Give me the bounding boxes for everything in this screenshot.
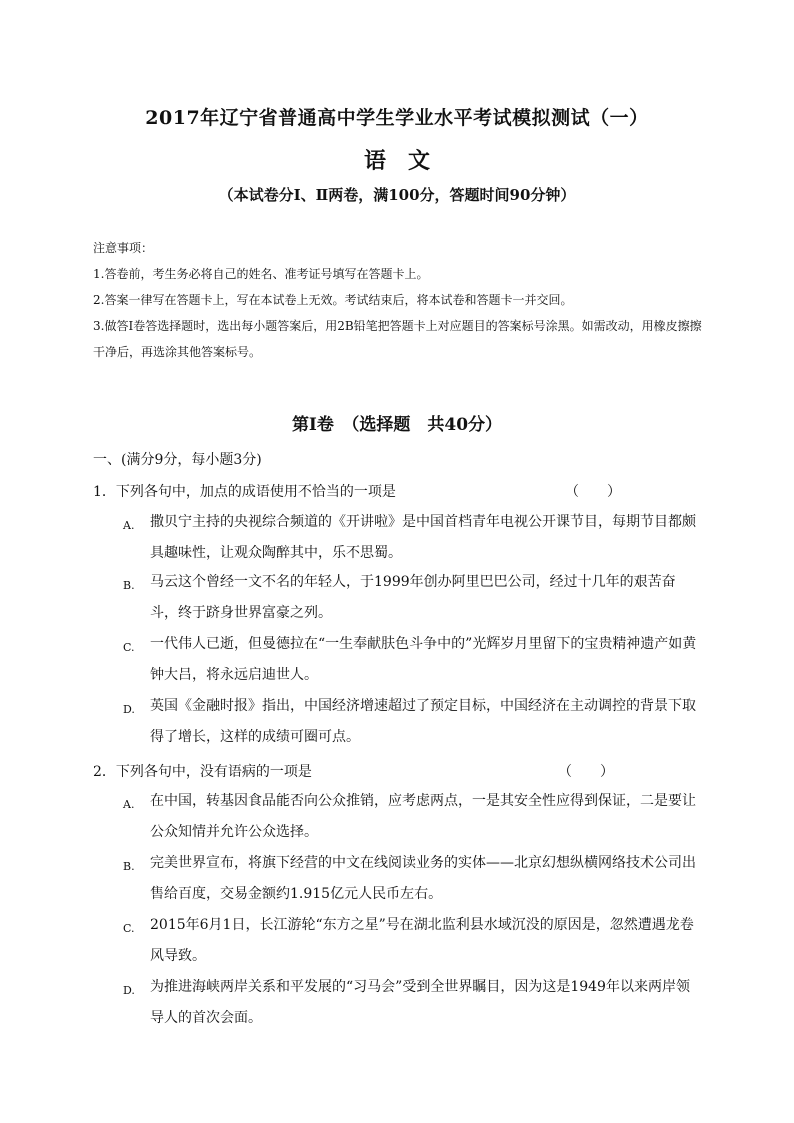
- option-letter: A.: [123, 519, 135, 532]
- option-text: 为推进海峡两岸关系和平发展的“习马会”受到全世界瞩目，因为这是1949年以来两岸领导人的首次会面。: [150, 979, 690, 1026]
- subject-title: 语文: [363, 148, 452, 174]
- option-text: 马云这个曾经一文不名的年轻人，于1999年创办阿里巴巴公司，经过十几年的艰苦奋斗，终于跻身世界富豪之列。: [150, 574, 676, 621]
- option-letter: B.: [123, 579, 135, 592]
- exam-info: （本试卷分Ⅰ、Ⅱ两卷，满100分，答题时间90分钟）: [218, 186, 576, 204]
- option-text: 在中国，转基因食品能否向公众推销，应考虑两点，一是其安全性应得到保证，二是要让公众知情并允许公众选择。: [150, 793, 696, 840]
- option-text: 英国《金融时报》指出，中国经济增速超过了预定目标，中国经济在主动调控的背景下取得了增长，这样的成绩可圈可点。: [150, 698, 696, 745]
- question-1-stem: 1．下列各句中，加点的成语使用不恰当的一项是: [93, 484, 396, 500]
- option-letter: B.: [123, 860, 135, 873]
- option-letter: D.: [123, 984, 135, 997]
- option-letter: C.: [123, 922, 135, 935]
- question-1-option-b: [123, 567, 703, 629]
- notes-title: 注意事项：: [93, 241, 154, 255]
- note-item: 2.答案一律写在答题卡上，写在本试卷上无效。考试结束后，将本试卷和答题卡一并交回。: [93, 293, 573, 307]
- question-1-option-d: [123, 691, 703, 753]
- question-2-option-b: [123, 848, 703, 910]
- question-1-option-c: [123, 629, 703, 691]
- option-letter: D.: [123, 703, 135, 716]
- option-text: 一代伟人已逝，但曼德拉在“一生奉献肤色斗争中的”光辉岁月里留下的宝贵精神遗产如黄钟大吕，将永远启迪世人。: [150, 636, 697, 683]
- option-text: 2015年6月1日，长江游轮“东方之星”号在湖北监利县水域沉没的原因是，忽然遭遇龙卷风导致。: [150, 917, 694, 964]
- question-2-option-a: [123, 786, 703, 848]
- question-2-option-c: [123, 910, 703, 972]
- exam-title: 2017年辽宁省普通高中学生学业水平考试模拟测试（一）: [145, 107, 649, 129]
- question-1-answer-bracket: （ ）: [565, 484, 621, 500]
- option-letter: C.: [123, 641, 135, 654]
- question-2-stem: 2．下列各句中，没有语病的一项是: [93, 764, 312, 780]
- section-title: 第Ⅰ卷 （选择题 共40分）: [291, 415, 503, 435]
- note-item: 1.答卷前，考生务必将自己的姓名、准考证号填写在答题卡上。: [93, 267, 429, 281]
- option-text: 完美世界宣布，将旗下经营的中文在线阅读业务的实体——北京幻想纵横网络技术公司出售给百度，交易金额约1.915亿元人民币左右。: [150, 855, 696, 902]
- note-item: 3.做答Ⅰ卷答选择题时，选出每小题答案后，用2B铅笔把答题卡上对应题目的答案标号涂黑。如需改动，用橡皮擦擦干净后，再选涂其他答案标号。: [93, 319, 702, 359]
- question-2-option-d: [123, 972, 703, 1034]
- question-1-option-a: [123, 507, 703, 569]
- option-letter: A.: [123, 798, 135, 811]
- option-text: 撒贝宁主持的央视综合频道的《开讲啦》是中国首档青年电视公开课节目，每期节目都颇具趣味性，让观众陶醉其中，乐不思蜀。: [150, 514, 696, 561]
- notes-block: [93, 235, 713, 365]
- part-heading: 一、(满分9分，每小题3分): [93, 452, 262, 468]
- question-2-answer-bracket: （ ）: [558, 764, 614, 780]
